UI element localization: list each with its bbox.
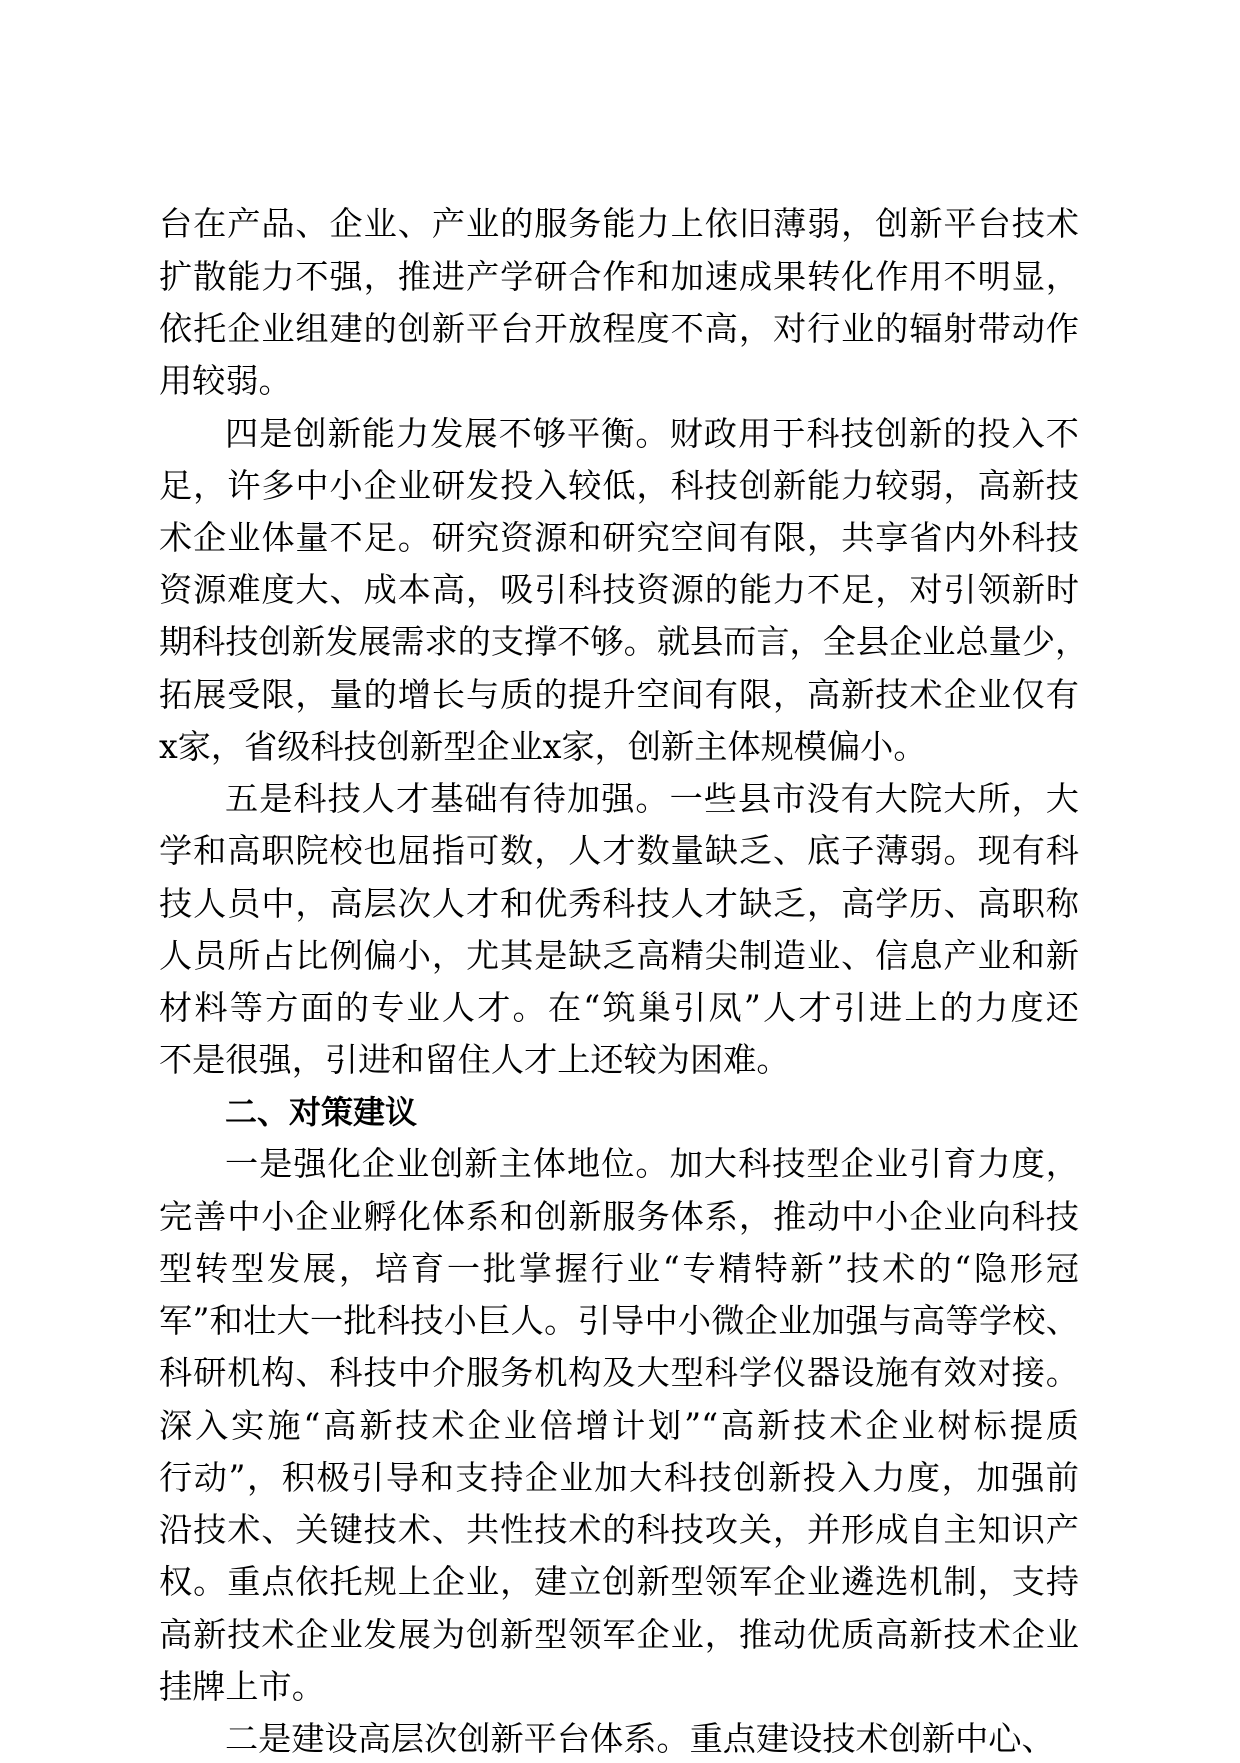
text-line: 足，许多中小企业研发投入较低，科技创新能力较弱，高新技 bbox=[159, 466, 1079, 505]
text-line: 期科技创新发展需求的支撑不够。就县而言，全县企业总量少， bbox=[159, 622, 1089, 661]
text-line: 人员所占比例偏小，尤其是缺乏高精尖制造业、信息产业和新 bbox=[159, 936, 1079, 975]
paragraph-first-line: 一是强化企业创新主体地位。加大科技型企业引育力度， bbox=[225, 1144, 1079, 1183]
section-heading: 二、对策建议 bbox=[225, 1093, 418, 1131]
text-line: 不是很强，引进和留住人才上还较为困难。 bbox=[159, 1040, 790, 1079]
text-line: 科研机构、科技中介服务机构及大型科学仪器设施有效对接。 bbox=[159, 1353, 1079, 1392]
paragraph-first-line: 五是科技人才基础有待加强。一些县市没有大院大所，大 bbox=[225, 779, 1079, 818]
text-line: 依托企业组建的创新平台开放程度不高，对行业的辐射带动作 bbox=[159, 309, 1079, 348]
text-line: 权。重点依托规上企业，建立创新型领军企业遴选机制，支持 bbox=[159, 1562, 1079, 1601]
text-line: 型转型发展，培育一批掌握行业“专精特新”技术的“隐形冠 bbox=[159, 1249, 1079, 1288]
text-line: 高新技术企业发展为创新型领军企业，推动优质高新技术企业 bbox=[159, 1615, 1079, 1654]
text-line: 军”和壮大一批科技小巨人。引导中小微企业加强与高等学校、 bbox=[159, 1301, 1079, 1340]
text-line: 扩散能力不强，推进产学研合作和加速成果转化作用不明显， bbox=[159, 257, 1079, 296]
text-line: 拓展受限，量的增长与质的提升空间有限，高新技术企业仅有 bbox=[159, 675, 1079, 714]
paragraph-first-line: 四是创新能力发展不够平衡。财政用于科技创新的投入不 bbox=[225, 414, 1079, 453]
paragraph-first-line: 二是建设高层次创新平台体系。重点建设技术创新中心、 bbox=[225, 1719, 1055, 1758]
text-line: 术企业体量不足。研究资源和研究空间有限，共享省内外科技 bbox=[159, 518, 1079, 557]
text-line: 资源难度大、成本高，吸引科技资源的能力不足，对引领新时 bbox=[159, 570, 1079, 609]
text-line: 材料等方面的专业人才。在“筑巢引凤”人才引进上的力度还 bbox=[159, 988, 1079, 1027]
text-line: 沿技术、关键技术、共性技术的科技攻关，并形成自主知识产 bbox=[159, 1510, 1079, 1549]
text-line: 用较弱。 bbox=[159, 361, 292, 400]
text-line: 技人员中，高层次人才和优秀科技人才缺乏，高学历、高职称 bbox=[159, 884, 1079, 923]
text-line: 台在产品、企业、产业的服务能力上依旧薄弱，创新平台技术 bbox=[159, 204, 1079, 243]
text-line: 学和高职院校也屈指可数，人才数量缺乏、底子薄弱。现有科 bbox=[159, 831, 1079, 870]
text-line: 完善中小企业孵化体系和创新服务体系，推动中小企业向科技 bbox=[159, 1197, 1079, 1236]
text-line: x家，省级科技创新型企业x家，创新主体规模偏小。 bbox=[159, 727, 927, 766]
text-line: 深入实施“高新技术企业倍增计划”“高新技术企业树标提质 bbox=[159, 1406, 1079, 1445]
text-line: 挂牌上市。 bbox=[159, 1667, 325, 1706]
text-line: 行动”，积极引导和支持企业加大科技创新投入力度，加强前 bbox=[159, 1458, 1079, 1497]
